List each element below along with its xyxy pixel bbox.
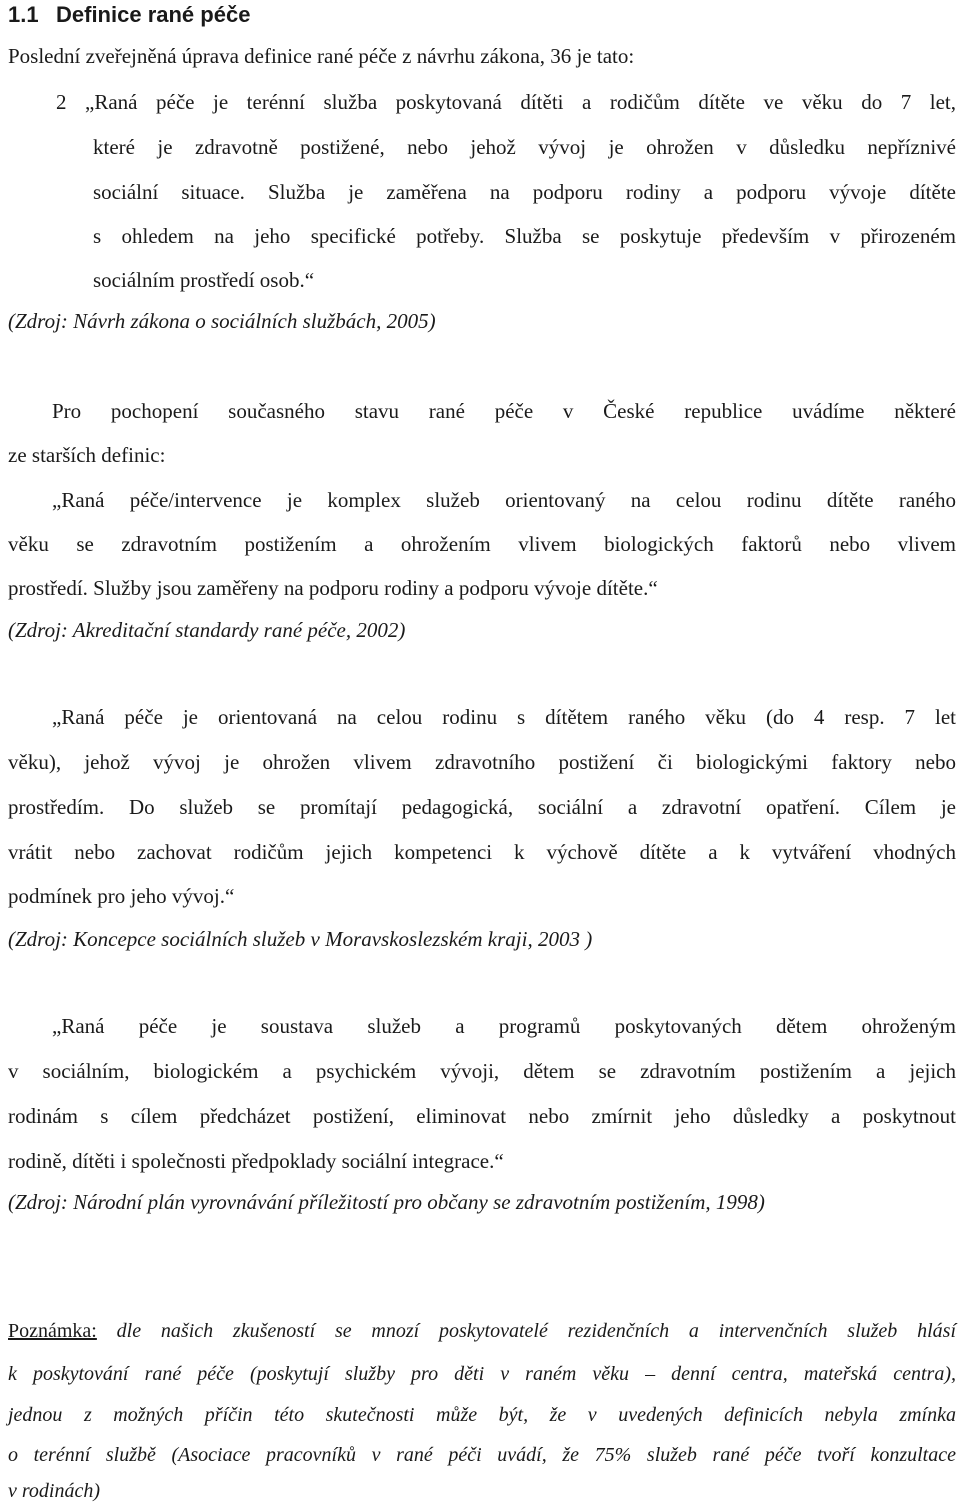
quote1-line: které je zdravotně postižené, nebo jehož vývoj je ohrožen v důsledku nepříznivé (93, 135, 956, 159)
quote2-source: (Zdroj: Akreditační standardy rané péče, 2002) (8, 618, 406, 642)
quote1-source: (Zdroj: Návrh zákona o sociálních službách, 2005) (8, 309, 436, 333)
quote3-line: vrátit nebo zachovat rodičům jejich kompetenci k výchově dítěte a k vytváření vhodných (8, 840, 956, 864)
quote1-line: s ohledem na jeho specifické potřeby. Služba se poskytuje především v přirozeném (93, 224, 956, 248)
note-line: v rodinách) (8, 1480, 101, 1502)
quote4-source: (Zdroj: Národní plán vyrovnávání příležitostí pro občany se zdravotním postižením, 1998) (8, 1190, 765, 1214)
quote2-line: prostředí. Služby jsou zaměřeny na podporu rodiny a podporu vývoje dítěte.“ (8, 576, 658, 600)
para2-line: ze starších definic: (8, 443, 166, 467)
quote1-line: sociálním prostředí osob.“ (93, 268, 315, 292)
quote1-line: 2 „Raná péče je terénní služba poskytovaná dítěti a rodičům dítěte ve věku do 7 let, (56, 90, 956, 114)
note-line: k poskytování rané péče (poskytují služby pro děti v raném věku – denní centra, mateřská centra), (8, 1363, 956, 1385)
quote1-line: sociální situace. Služba je zaměřena na podporu rodiny a podporu vývoje dítěte (93, 180, 956, 204)
note-text: dle našich zkušeností se mnozí poskytovatelé rezidenčních a intervenčních služeb hlásí (96, 1320, 956, 1342)
note-line (8, 1320, 956, 1343)
quote4-line: „Raná péče je soustava služeb a programů poskytovaných dětem ohroženým (52, 1014, 956, 1038)
quote3-line: „Raná péče je orientovaná na celou rodinu s dítětem raného věku (do 4 resp. 7 let (52, 705, 956, 729)
intro-text: Poslední zveřejněná úprava definice rané péče z návrhu zákona, 36 je tato: (8, 44, 635, 68)
section-heading (8, 2, 250, 28)
quote3-source: (Zdroj: Koncepce sociálních služeb v Moravskoslezském kraji, 2003 ) (8, 927, 593, 951)
section-number: 1.1 (8, 2, 39, 27)
quote4-line: v sociálním, biologickém a psychickém vývoji, dětem se zdravotním postižením a jejich (8, 1059, 956, 1083)
section-title: Definice rané péče (56, 2, 251, 27)
quote4-line: rodinám s cílem předcházet postižení, eliminovat nebo zmírnit jeho důsledky a poskytnout (8, 1104, 956, 1128)
para2-line: Pro pochopení současného stavu rané péče v České republice uvádíme některé (52, 399, 956, 423)
note-label: Poznámka: (8, 1320, 97, 1342)
note-line: o terénní službě (Asociace pracovníků v rané péči uvádí, že 75% služeb rané péče tvoří konzultace (8, 1444, 956, 1466)
quote2-line: „Raná péče/intervence je komplex služeb orientovaný na celou rodinu dítěte raného (52, 488, 956, 512)
quote3-line: prostředím. Do služeb se promítají pedagogická, sociální a zdravotní opatření. Cílem je (8, 795, 956, 819)
quote3-line: podmínek pro jeho vývoj.“ (8, 884, 235, 908)
note-line: jednou z možných příčin této skutečnosti může být, že v uvedených definicích nebyla zmínka (8, 1404, 956, 1426)
quote4-line: rodině, dítěti i společnosti předpoklady sociální integrace.“ (8, 1149, 504, 1173)
quote3-line: věku), jehož vývoj je ohrožen vlivem zdravotního postižení či biologickými faktory nebo (8, 750, 956, 774)
quote2-line: věku se zdravotním postižením a ohrožením vlivem biologických faktorů nebo vlivem (8, 532, 956, 556)
